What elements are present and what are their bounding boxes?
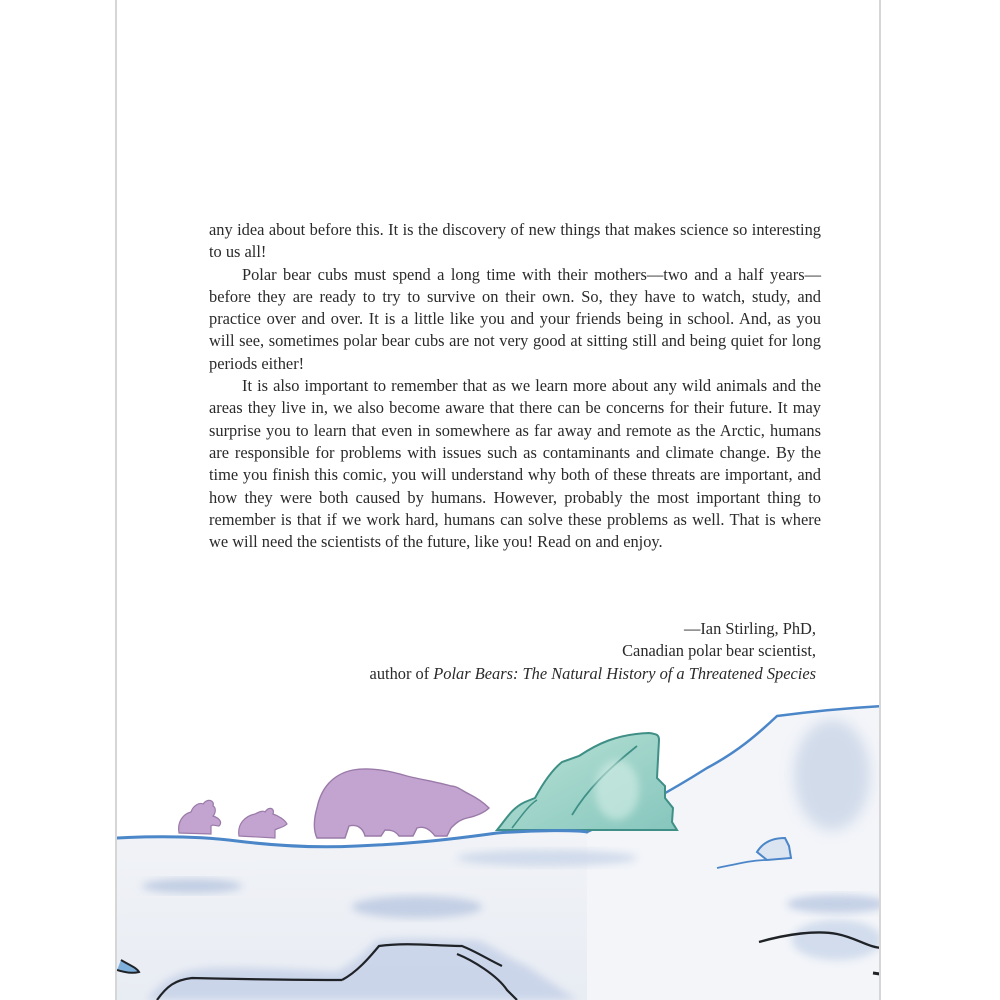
polar-bear-cub-2: [239, 808, 287, 838]
book-title: Polar Bears: The Natural History of a Threatened Species: [433, 663, 816, 683]
arctic-scene-image: [117, 690, 881, 1000]
signature-block: [196, 618, 816, 685]
paragraph-2: Polar bear cubs must spend a long time with their mothers—two and a half years—before they are ready to try to survive on their own. So, they have to watch, study, and practice over and over. It is a little like you and your friends being in school. And, as you will see, sometimes polar bear cubs are not very good at sitting still and being quiet for long periods either!: [209, 264, 821, 373]
book-page: [115, 0, 881, 1000]
paragraph-1: any idea about before this. It is the discovery of new things that makes science so interesting to us all!: [209, 220, 821, 262]
signature-credit: [196, 663, 816, 685]
polar-bear-cub-1: [179, 800, 221, 834]
signature-role: Canadian polar bear scientist,: [622, 641, 816, 661]
polar-bear-mother: [314, 769, 489, 838]
foreword-body: [209, 219, 821, 553]
author-prefix: author of: [369, 663, 434, 683]
arctic-illustration: [117, 690, 881, 1000]
signature-name: —Ian Stirling, PhD,: [683, 619, 816, 638]
paragraph-3: It is also important to remember that as we learn more about any wild animals and the areas they live in, we also become aware that there can be concerns for their future. It may surprise you to learn that even in somewhere as far away and remote as the Arctic, humans are responsible for problems with issues such as contaminants and climate change. By the time you finish this comic, you will understand why both of these threats are important, and how they were both caused by humans. However, probably the most important thing to remember is that if we work hard, humans can solve these problems as well. That is where we will need the scientists of the future, like you! Read on and enjoy.: [209, 376, 821, 552]
iceberg: [497, 733, 677, 830]
